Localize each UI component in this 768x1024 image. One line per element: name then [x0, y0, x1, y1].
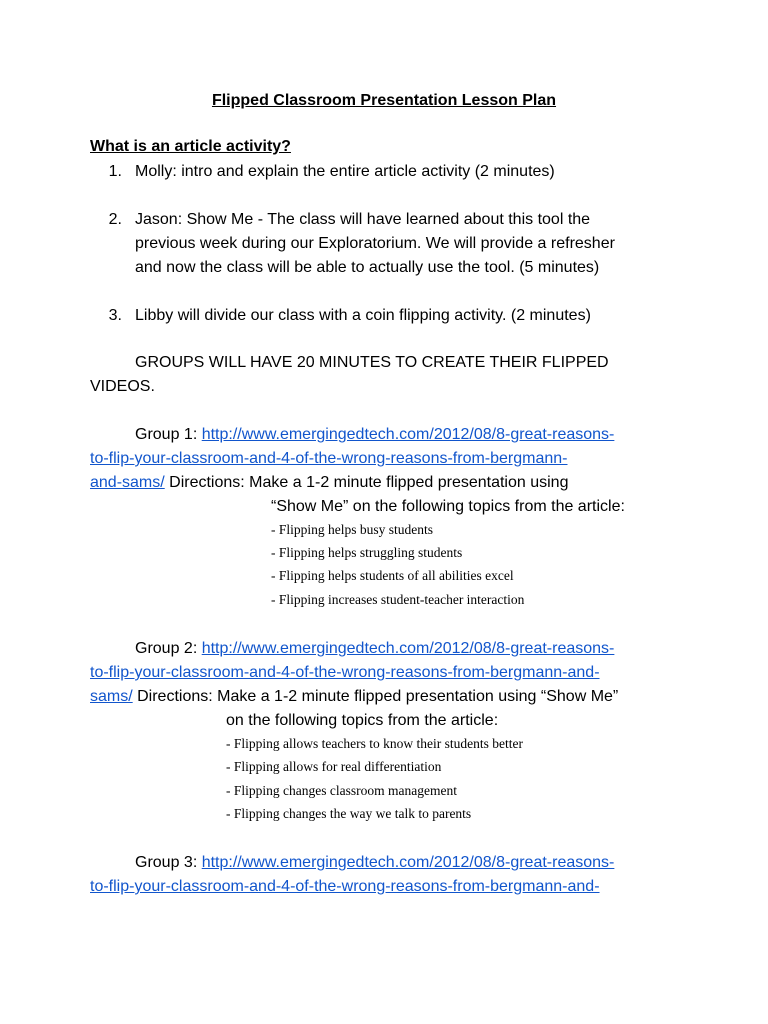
directions-text: on the following topics from the article: [226, 712, 499, 729]
topic-item: - Flipping helps students of all abilities excel [271, 568, 514, 583]
step-number: 1. [108, 163, 122, 180]
topic-item: - Flipping allows teachers to know their students better [226, 736, 523, 751]
section-heading: What is an article activity? [90, 138, 291, 155]
groups-note-line: GROUPS WILL HAVE 20 MINUTES TO CREATE THEIR FLIPPED [135, 354, 609, 371]
step-text: Libby will divide our class with a coin flipping activity. (2 minutes) [135, 307, 591, 324]
directions-text: Directions: Make a 1-2 minute flipped presentation using [164, 474, 569, 491]
document-title: Flipped Classroom Presentation Lesson Plan [211, 92, 557, 109]
topic-item: - Flipping helps busy students [271, 522, 434, 537]
topic-item: - Flipping changes the way we talk to parents [226, 806, 472, 821]
article-link[interactable]: sams/ [90, 688, 133, 705]
step-text: Jason: Show Me - The class will have learned about this tool the [135, 211, 591, 228]
article-link[interactable]: http://www.emergingedtech.com/2012/08/8-great-reasons- [201, 426, 615, 443]
directions-text: “Show Me” on the following topics from the article: [271, 498, 625, 515]
topic-item: - Flipping increases student-teacher interaction [271, 592, 525, 607]
step-number: 3. [108, 307, 122, 324]
step-text: and now the class will be able to actually use the tool. (5 minutes) [135, 259, 600, 276]
topic-item: - Flipping allows for real differentiation [226, 759, 442, 774]
group-label: Group 3: [135, 854, 202, 871]
article-link[interactable]: http://www.emergingedtech.com/2012/08/8-great-reasons- [201, 854, 615, 871]
groups-note-line: VIDEOS. [90, 378, 155, 395]
topic-item: - Flipping helps struggling students [271, 545, 463, 560]
article-link[interactable]: to-flip-your-classroom-and-4-of-the-wrong-reasons-from-bergmann-and- [90, 664, 600, 681]
article-link[interactable]: to-flip-your-classroom-and-4-of-the-wrong-reasons-from-bergmann-and- [90, 878, 600, 895]
article-link[interactable]: to-flip-your-classroom-and-4-of-the-wrong-reasons-from-bergmann- [90, 450, 568, 467]
group-label: Group 2: [135, 640, 202, 657]
article-link[interactable]: http://www.emergingedtech.com/2012/08/8-great-reasons- [201, 640, 615, 657]
directions-text: Directions: Make a 1-2 minute flipped presentation using “Show Me” [132, 688, 619, 705]
step-number: 2. [108, 211, 122, 228]
group-label: Group 1: [135, 426, 202, 443]
topic-item: - Flipping changes classroom management [226, 783, 457, 798]
article-link[interactable]: and-sams/ [90, 474, 165, 491]
step-text: previous week during our Exploratorium. We will provide a refresher [135, 235, 615, 252]
step-text: Molly: intro and explain the entire article activity (2 minutes) [135, 163, 555, 180]
